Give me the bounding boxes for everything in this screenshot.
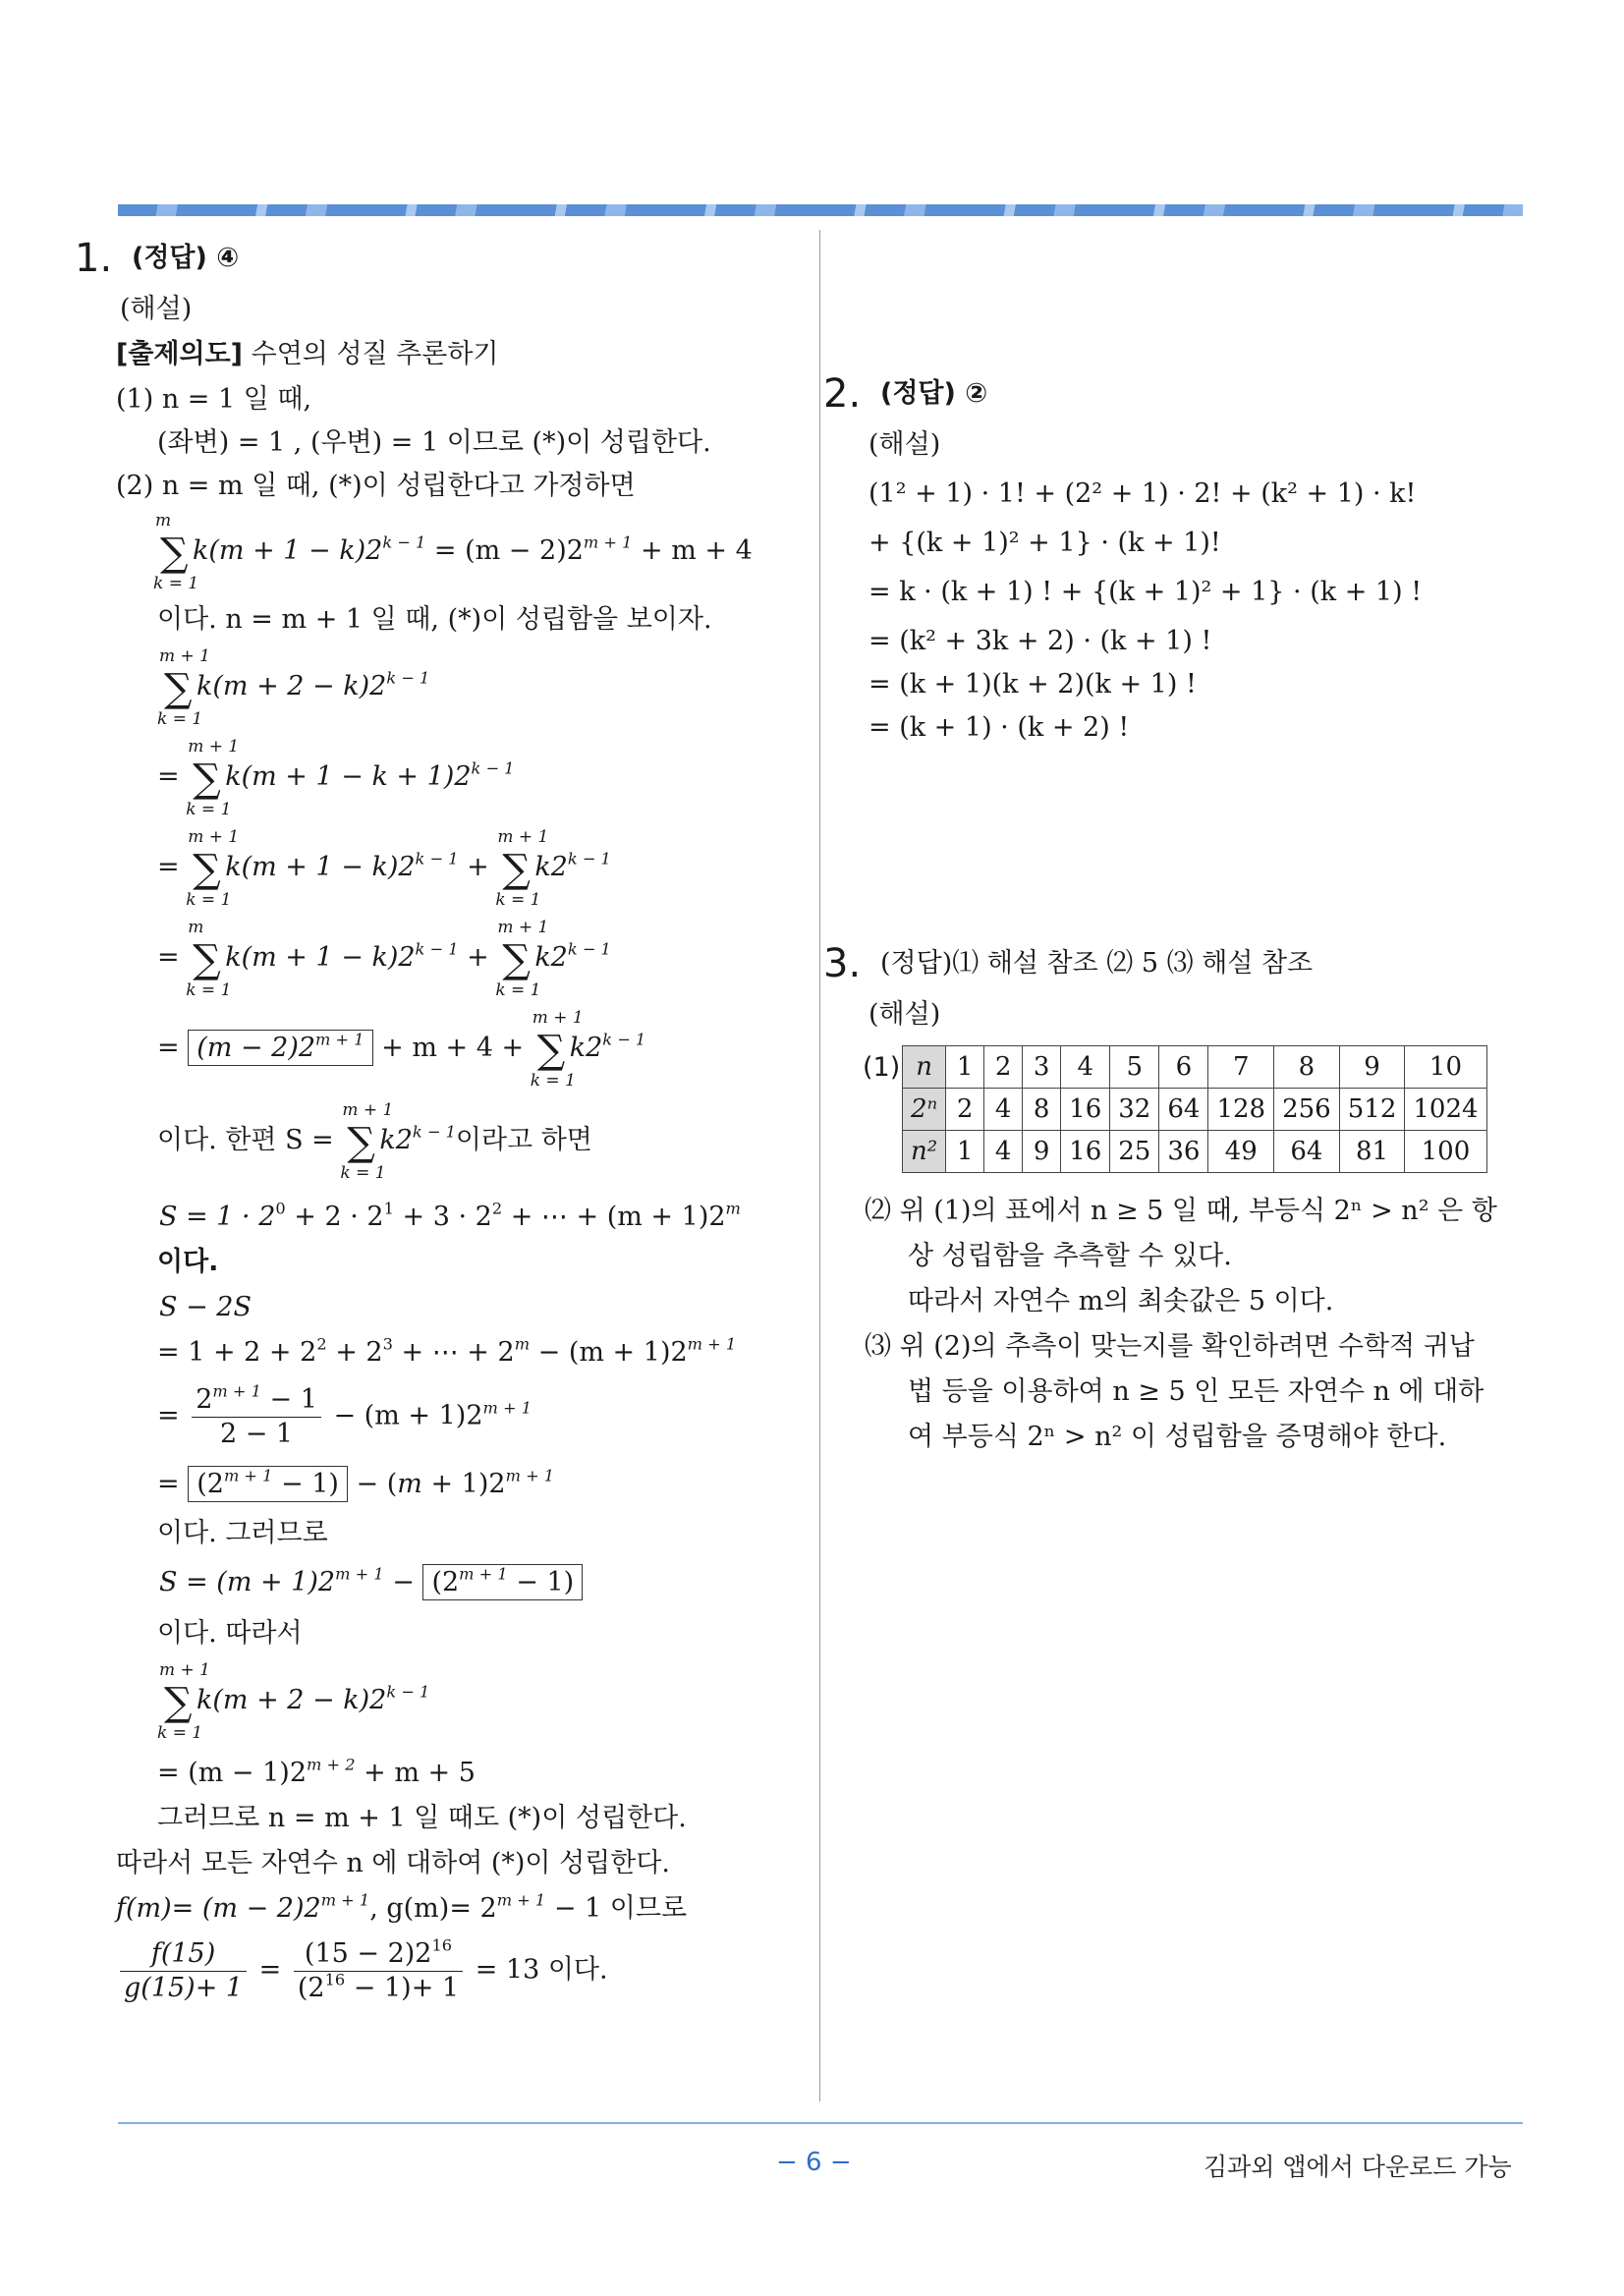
table-cell: 1024 bbox=[1405, 1089, 1486, 1131]
page-number: − 6 − bbox=[776, 2148, 852, 2177]
question-3-explain-label: (해설) bbox=[868, 999, 941, 1030]
table-row-header: n bbox=[903, 1046, 946, 1089]
table-row-header: 2ⁿ bbox=[903, 1089, 946, 1131]
table-cell: 1 bbox=[946, 1131, 984, 1173]
sum-final-result: = $(m - 1)2^{m + 2} + m + 5$ bbox=[157, 1755, 476, 1788]
question-1-step2: (2) n = m 일 때, (*)이 성립한다고 가정하면 bbox=[116, 471, 636, 501]
answer-box-1: $(m - 2)2^{m + 1}$ bbox=[188, 1030, 372, 1066]
question-1-intent: [출제의도] 수연의 성질 추론하기 bbox=[116, 339, 499, 369]
top-decorative-bar bbox=[118, 204, 1523, 216]
table-cell: 25 bbox=[1110, 1131, 1159, 1173]
sum-line-1: m + 1 ∑ k = 1 $k(m + 2 - k)2^{k - 1}$ bbox=[157, 645, 430, 729]
conclusion-2: 따라서 모든 자연수 n 에 대하여 (*)이 성립한다. bbox=[116, 1848, 671, 1878]
table-row bbox=[903, 1046, 1487, 1089]
question-2-number: 2. bbox=[823, 371, 862, 417]
boxed-line-2: = $(2^{m + 1} - 1) - (m + 1)2^{m + 1}$ bbox=[157, 1470, 554, 1499]
table-cell: 9 bbox=[1023, 1131, 1061, 1173]
S-expansion: $S = 1 \cdot 2^0 + 2 \cdot 2^1 + 3 \cdot 2^2$ + ⋯ + $(m + 1)2^m$ bbox=[159, 1199, 741, 1232]
table-cell: 64 bbox=[1159, 1089, 1208, 1131]
footer-line bbox=[118, 2122, 1523, 2124]
table-cell: 81 bbox=[1339, 1131, 1405, 1173]
q3-part2-line2: 상 성립함을 추측할 수 있다. bbox=[908, 1241, 1232, 1271]
sum-line-3: = m + 1 ∑ k = 1 $k(m + 1 - k)2^{k - 1}$ + m + 1 ∑ k = 1 $k2^{k - 1}$ bbox=[157, 826, 611, 910]
table-cell: 16 bbox=[1061, 1131, 1110, 1173]
q2-line-1: (1² + 1) · 1! + (2² + 1) · 2! + (k² + 1) · k! bbox=[868, 478, 1417, 509]
table-cell: 6 bbox=[1159, 1046, 1208, 1089]
column-divider bbox=[819, 230, 820, 2101]
table-cell: 9 bbox=[1339, 1046, 1405, 1089]
q3-part3-line2: 법 등을 이용하여 n ≥ 5 인 모든 자연수 n 에 대하 bbox=[908, 1376, 1484, 1407]
geometric-fraction: = $\frac{2^{m + 1} - 1}{2 - 1}$ − $(m + 1)2^{m + 1}$ bbox=[157, 1381, 532, 1449]
table-cell: 4 bbox=[984, 1089, 1023, 1131]
question-1-number: 1. bbox=[75, 236, 113, 281]
S-result: $S = (m + 1)2^{m + 1} - (2^{m + 1} - 1)$ bbox=[159, 1568, 583, 1597]
table-cell: 32 bbox=[1110, 1089, 1159, 1131]
table-cell: 2 bbox=[984, 1046, 1023, 1089]
table-cell: 10 bbox=[1405, 1046, 1486, 1089]
conclusion-1: 그러므로 n = m + 1 일 때도 (*)이 성립한다. bbox=[157, 1803, 687, 1833]
question-1-step1-detail: (좌변) = 1 , (우변) = 1 이므로 (*)이 성립한다. bbox=[157, 427, 711, 458]
question-1-step3: 이다. n = m + 1 일 때, (*)이 성립함을 보이자. bbox=[157, 604, 712, 635]
table-cell: 4 bbox=[1061, 1046, 1110, 1089]
text-therefore-2: 이다. 따라서 bbox=[157, 1618, 303, 1649]
q2-line-3: = k · (k + 1) ! + {(k + 1)² + 1} · (k + 1) ! bbox=[868, 577, 1423, 607]
table-row-header: n² bbox=[903, 1131, 946, 1173]
table-cell: 16 bbox=[1061, 1089, 1110, 1131]
final-fraction: $\frac{f(15)}{g(15)+ 1}$ = $\frac{(15 - 2)2^{16}}{(2^{16} - 1)+ 1}$ = 13 이다. bbox=[116, 1939, 608, 2002]
q3-part2-line3: 따라서 자연수 m의 최솟값은 5 이다. bbox=[908, 1286, 1334, 1316]
S-minus-2S: S − 2S bbox=[159, 1292, 252, 1322]
question-2-answer: (정답) ② bbox=[880, 378, 988, 409]
q2-line-2: + {(k + 1)² + 1} · (k + 1)! bbox=[868, 528, 1221, 558]
table-cell: 8 bbox=[1023, 1089, 1061, 1131]
question-1-answer: (정답) ④ bbox=[132, 243, 240, 273]
S-diff-line: = $1 + 2 + 2^2 + 2^3$ + ⋯ + $2^m - (m + 1)2^{m + 1}$ bbox=[157, 1334, 737, 1368]
q3-part2-line1: ⑵ 위 (1)의 표에서 n ≥ 5 일 때, 부등식 2ⁿ > n² 은 항 bbox=[865, 1196, 1497, 1226]
sum-final: m + 1 ∑ k = 1 $k(m + 2 - k)2^{k - 1}$ bbox=[157, 1659, 430, 1743]
answer-box-3: $(2^{m + 1} - 1)$ bbox=[422, 1564, 583, 1600]
powers-table bbox=[902, 1045, 1487, 1173]
q3-part3-line1: ⑶ 위 (2)의 추측이 맞는지를 확인하려면 수학적 귀납 bbox=[865, 1331, 1475, 1362]
sum-line-2: = m + 1 ∑ k = 1 $k(m + 1 - k + 1)2^{k - 1}$ bbox=[157, 736, 515, 819]
question-2-explain-label: (해설) bbox=[868, 429, 941, 460]
table-cell: 36 bbox=[1159, 1131, 1208, 1173]
sum-line-4: = m ∑ k = 1 $k(m + 1 - k)2^{k - 1}$ + m + 1 ∑ k = 1 $k2^{k - 1}$ bbox=[157, 917, 611, 1000]
table-cell: 1 bbox=[946, 1046, 984, 1089]
table-cell: 256 bbox=[1274, 1089, 1340, 1131]
table-cell: 5 bbox=[1110, 1046, 1159, 1089]
question-1-explain-label: (해설) bbox=[120, 294, 193, 324]
table-cell: 512 bbox=[1339, 1089, 1405, 1131]
table-label: (1) bbox=[863, 1052, 901, 1083]
q2-line-4: = (k² + 3k + 2) · (k + 1) ! bbox=[868, 626, 1212, 656]
table-cell: 64 bbox=[1274, 1131, 1340, 1173]
table-cell: 4 bbox=[984, 1131, 1023, 1173]
q2-line-5: = (k + 1)(k + 2)(k + 1) ! bbox=[868, 669, 1197, 700]
table-cell: 2 bbox=[946, 1089, 984, 1131]
table-cell: 3 bbox=[1023, 1046, 1061, 1089]
answer-box-2: $(2^{m + 1} - 1)$ bbox=[188, 1466, 348, 1502]
q2-line-6: = (k + 1) · (k + 2) ! bbox=[868, 712, 1130, 743]
text-therefore-1: 이다. 그러므로 bbox=[157, 1518, 328, 1548]
footer-download-text: 김과외 앱에서 다운로드 가능 bbox=[1204, 2153, 1512, 2181]
table-row bbox=[903, 1089, 1487, 1131]
fg-definition: $f(m)= (m - 2)2^{m + 1}$, $g(m)= 2^{m + 1} - 1$ 이므로 bbox=[116, 1890, 688, 1924]
text-ida-1: 이다. bbox=[157, 1247, 219, 1277]
sum-line-5: = $(m - 2)2^{m + 1} + m + 4$ + m + 1 ∑ k = 1 $k2^{k - 1}$ bbox=[157, 1007, 646, 1091]
table-cell: 128 bbox=[1208, 1089, 1274, 1131]
q3-part3-line3: 여 부등식 2ⁿ > n² 이 성립함을 증명해야 한다. bbox=[908, 1422, 1447, 1452]
table-cell: 7 bbox=[1208, 1046, 1274, 1089]
question-1-step1: (1) n = 1 일 때, bbox=[116, 384, 312, 415]
question-3-answer: (정답)⑴ 해설 참조 ⑵ 5 ⑶ 해설 참조 bbox=[880, 948, 1314, 979]
table-row bbox=[903, 1131, 1487, 1173]
equation-assumption: m ∑ k = 1 $k(m + 1 - k)2^{k - 1} = (m - 2)2^{m + 1} + m + 4$ bbox=[153, 510, 753, 593]
define-S: 이다. 한편 S = m + 1 ∑ k = 1 $k2^{k - 1}$이라고 하면 bbox=[157, 1099, 592, 1183]
table-cell: 8 bbox=[1274, 1046, 1340, 1089]
question-3-number: 3. bbox=[823, 941, 862, 986]
table-cell: 100 bbox=[1405, 1131, 1486, 1173]
table-cell: 49 bbox=[1208, 1131, 1274, 1173]
